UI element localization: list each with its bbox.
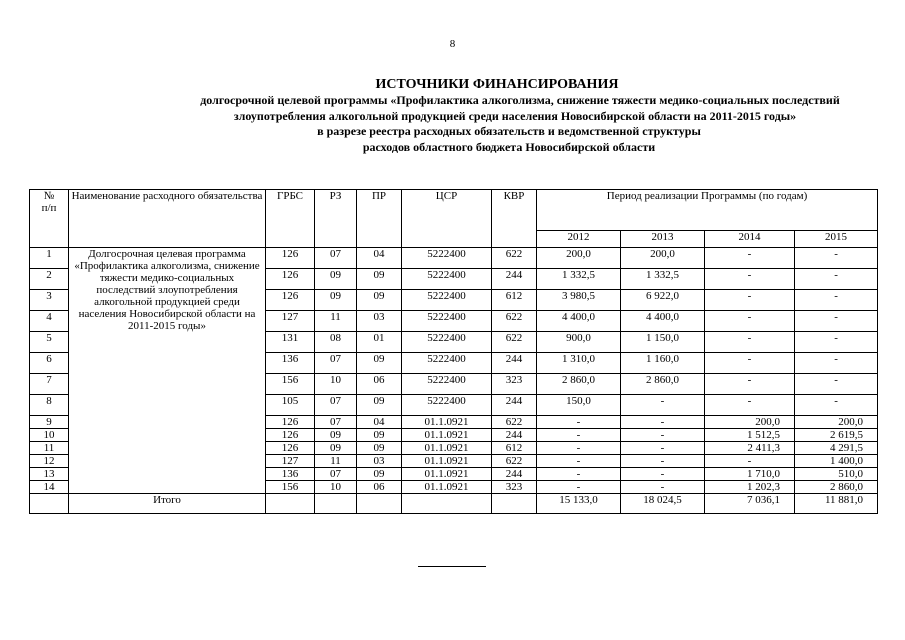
- row-number: 9: [30, 416, 69, 429]
- header-period: Период реализации Программы (по годам): [537, 190, 878, 231]
- pr-cell: 09: [357, 269, 402, 290]
- pr-cell: 09: [357, 429, 402, 442]
- row-number: 5: [30, 332, 69, 353]
- pr-cell: 03: [357, 311, 402, 332]
- kvr-cell: 612: [492, 442, 537, 455]
- amount-2013: -: [621, 429, 705, 442]
- amount-2012: 900,0: [537, 332, 621, 353]
- kvr-cell: 622: [492, 311, 537, 332]
- amount-2014: -: [705, 353, 795, 374]
- total-row: [30, 494, 878, 514]
- header-name: Наименование расходного обязательства: [69, 190, 266, 248]
- page-number: 8: [449, 38, 456, 50]
- grbs-cell: 126: [266, 442, 315, 455]
- amount-2013: 1 332,5: [621, 269, 705, 290]
- grbs-cell: 136: [266, 353, 315, 374]
- rz-cell: 07: [315, 248, 357, 269]
- pr-cell: 01: [357, 332, 402, 353]
- grbs-cell: 126: [266, 248, 315, 269]
- csr-cell: 5222400: [402, 248, 492, 269]
- subtitle-line: в разрезе реестра расходных обязательств и ведомственной структуры: [317, 124, 701, 138]
- amount-2015: 4 291,5: [795, 442, 878, 455]
- grbs-cell: 105: [266, 395, 315, 416]
- kvr-cell: 622: [492, 455, 537, 468]
- csr-cell: 5222400: [402, 332, 492, 353]
- amount-2013: -: [621, 442, 705, 455]
- kvr-cell: 244: [492, 353, 537, 374]
- total-empty-cell: [357, 494, 402, 514]
- amount-2012: 4 400,0: [537, 311, 621, 332]
- amount-2014: -: [705, 395, 795, 416]
- amount-2014: 1 710,0: [705, 468, 795, 481]
- amount-2012: -: [537, 429, 621, 442]
- kvr-cell: 244: [492, 395, 537, 416]
- rz-cell: 10: [315, 481, 357, 494]
- amount-2013: -: [621, 468, 705, 481]
- header-kvr: КВР: [492, 190, 537, 248]
- amount-2012: 200,0: [537, 248, 621, 269]
- total-empty-cell: [315, 494, 357, 514]
- grbs-cell: 127: [266, 311, 315, 332]
- amount-2012: -: [537, 455, 621, 468]
- total-empty-cell: [266, 494, 315, 514]
- amount-2012: -: [537, 442, 621, 455]
- subtitle-line: расходов областного бюджета Новосибирской области: [362, 139, 656, 154]
- row-number: 1: [30, 248, 69, 269]
- amount-2015: -: [795, 269, 878, 290]
- grbs-cell: 127: [266, 455, 315, 468]
- kvr-cell: 622: [492, 332, 537, 353]
- amount-2013: -: [621, 395, 705, 416]
- document-subtitle: [60, 93, 860, 155]
- pr-cell: 04: [357, 248, 402, 269]
- row-number: 8: [30, 395, 69, 416]
- row-number: 7: [30, 374, 69, 395]
- subtitle-line: злоупотребления алкогольной продукцией среди населения Новосибирской области на 2011-2015 годы»: [233, 108, 797, 123]
- amount-2013: 2 860,0: [621, 374, 705, 395]
- grbs-cell: 126: [266, 416, 315, 429]
- header-year: 2015: [795, 231, 878, 248]
- row-number: 11: [30, 442, 69, 455]
- amount-2014: -: [705, 311, 795, 332]
- pr-cell: 09: [357, 468, 402, 481]
- pr-cell: 09: [357, 442, 402, 455]
- pr-cell: 06: [357, 374, 402, 395]
- amount-2013: 1 150,0: [621, 332, 705, 353]
- row-number: 12: [30, 455, 69, 468]
- amount-2014: 2 411,3: [705, 442, 795, 455]
- rz-cell: 09: [315, 442, 357, 455]
- rz-cell: 11: [315, 455, 357, 468]
- amount-2012: -: [537, 416, 621, 429]
- row-number: 3: [30, 290, 69, 311]
- amount-2013: -: [621, 416, 705, 429]
- pr-cell: 04: [357, 416, 402, 429]
- amount-2015: -: [795, 248, 878, 269]
- grbs-cell: 131: [266, 332, 315, 353]
- total-2013: 18 024,5: [621, 494, 705, 514]
- row-number: 4: [30, 311, 69, 332]
- header-year: 2012: [537, 231, 621, 248]
- amount-2014: -: [705, 269, 795, 290]
- kvr-cell: 622: [492, 416, 537, 429]
- grbs-cell: 126: [266, 290, 315, 311]
- row-number: 6: [30, 353, 69, 374]
- header-grbs: ГРБС: [266, 190, 315, 248]
- header-year: 2013: [621, 231, 705, 248]
- kvr-cell: 244: [492, 269, 537, 290]
- program-name-cell: Долгосрочная целевая программа «Профилактика алкоголизма, снижение тяжести медико-социальных последствий злоупотребления алкогольной продукцией среди населения Новосибирской области на 2011-2015 годы»: [69, 248, 266, 494]
- amount-2014: -: [705, 374, 795, 395]
- amount-2013: 4 400,0: [621, 311, 705, 332]
- csr-cell: 5222400: [402, 353, 492, 374]
- row-number: 2: [30, 269, 69, 290]
- amount-2014: 1 202,3: [705, 481, 795, 494]
- amount-2012: 1 332,5: [537, 269, 621, 290]
- document-heading: [60, 76, 860, 155]
- csr-cell: 01.1.0921: [402, 455, 492, 468]
- grbs-cell: 126: [266, 269, 315, 290]
- grbs-cell: 136: [266, 468, 315, 481]
- amount-2013: 6 922,0: [621, 290, 705, 311]
- amount-2015: -: [795, 311, 878, 332]
- total-empty-cell: [492, 494, 537, 514]
- amount-2015: -: [795, 353, 878, 374]
- row-number: 10: [30, 429, 69, 442]
- row-number: 14: [30, 481, 69, 494]
- rz-cell: 07: [315, 395, 357, 416]
- kvr-cell: 323: [492, 481, 537, 494]
- csr-cell: 5222400: [402, 395, 492, 416]
- rz-cell: 07: [315, 353, 357, 374]
- amount-2015: -: [795, 332, 878, 353]
- table-row: [30, 248, 878, 269]
- total-empty-cell: [402, 494, 492, 514]
- total-2012: 15 133,0: [537, 494, 621, 514]
- csr-cell: 01.1.0921: [402, 468, 492, 481]
- header-rz: РЗ: [315, 190, 357, 248]
- amount-2013: -: [621, 455, 705, 468]
- amount-2012: 1 310,0: [537, 353, 621, 374]
- financing-table: [29, 189, 878, 514]
- amount-2012: -: [537, 481, 621, 494]
- amount-2014: -: [705, 290, 795, 311]
- row-number: 13: [30, 468, 69, 481]
- amount-2012: 2 860,0: [537, 374, 621, 395]
- kvr-cell: 244: [492, 429, 537, 442]
- amount-2015: 200,0: [795, 416, 878, 429]
- pr-cell: 09: [357, 353, 402, 374]
- pr-cell: 09: [357, 395, 402, 416]
- total-2014: 7 036,1: [705, 494, 795, 514]
- amount-2015: -: [795, 395, 878, 416]
- amount-2012: 3 980,5: [537, 290, 621, 311]
- amount-2014: 1 512,5: [705, 429, 795, 442]
- csr-cell: 01.1.0921: [402, 442, 492, 455]
- amount-2012: -: [537, 468, 621, 481]
- amount-2014: -: [705, 332, 795, 353]
- csr-cell: 01.1.0921: [402, 416, 492, 429]
- amount-2013: 1 160,0: [621, 353, 705, 374]
- amount-2014: -: [705, 248, 795, 269]
- pr-cell: 09: [357, 290, 402, 311]
- rz-cell: 09: [315, 269, 357, 290]
- header-csr: ЦСР: [402, 190, 492, 248]
- header-pr: ПР: [357, 190, 402, 248]
- footer-divider: [418, 566, 486, 567]
- total-empty-cell: [30, 494, 69, 514]
- amount-2015: -: [795, 290, 878, 311]
- rz-cell: 07: [315, 416, 357, 429]
- amount-2014: 200,0: [705, 416, 795, 429]
- total-2015: 11 881,0: [795, 494, 878, 514]
- grbs-cell: 126: [266, 429, 315, 442]
- pr-cell: 06: [357, 481, 402, 494]
- amount-2014: -: [705, 455, 795, 468]
- kvr-cell: 244: [492, 468, 537, 481]
- csr-cell: 01.1.0921: [402, 481, 492, 494]
- rz-cell: 11: [315, 311, 357, 332]
- subtitle-line: долгосрочной целевой программы «Профилактика алкоголизма, снижение тяжести медико-социальных последствий: [200, 93, 840, 107]
- csr-cell: 5222400: [402, 269, 492, 290]
- rz-cell: 08: [315, 332, 357, 353]
- header-year: 2014: [705, 231, 795, 248]
- amount-2015: 2 619,5: [795, 429, 878, 442]
- amount-2013: -: [621, 481, 705, 494]
- amount-2012: 150,0: [537, 395, 621, 416]
- rz-cell: 07: [315, 468, 357, 481]
- total-label: Итого: [69, 494, 266, 514]
- table-body: [30, 248, 878, 514]
- amount-2015: 1 400,0: [795, 455, 878, 468]
- rz-cell: 09: [315, 290, 357, 311]
- grbs-cell: 156: [266, 374, 315, 395]
- csr-cell: 5222400: [402, 374, 492, 395]
- csr-cell: 5222400: [402, 311, 492, 332]
- rz-cell: 10: [315, 374, 357, 395]
- amount-2015: 2 860,0: [795, 481, 878, 494]
- kvr-cell: 612: [492, 290, 537, 311]
- amount-2015: 510,0: [795, 468, 878, 481]
- csr-cell: 01.1.0921: [402, 429, 492, 442]
- kvr-cell: 323: [492, 374, 537, 395]
- header-num: № п/п: [30, 190, 69, 248]
- amount-2013: 200,0: [621, 248, 705, 269]
- kvr-cell: 622: [492, 248, 537, 269]
- document-title: ИСТОЧНИКИ ФИНАНСИРОВАНИЯ: [375, 77, 619, 92]
- rz-cell: 09: [315, 429, 357, 442]
- grbs-cell: 156: [266, 481, 315, 494]
- amount-2015: -: [795, 374, 878, 395]
- csr-cell: 5222400: [402, 290, 492, 311]
- pr-cell: 03: [357, 455, 402, 468]
